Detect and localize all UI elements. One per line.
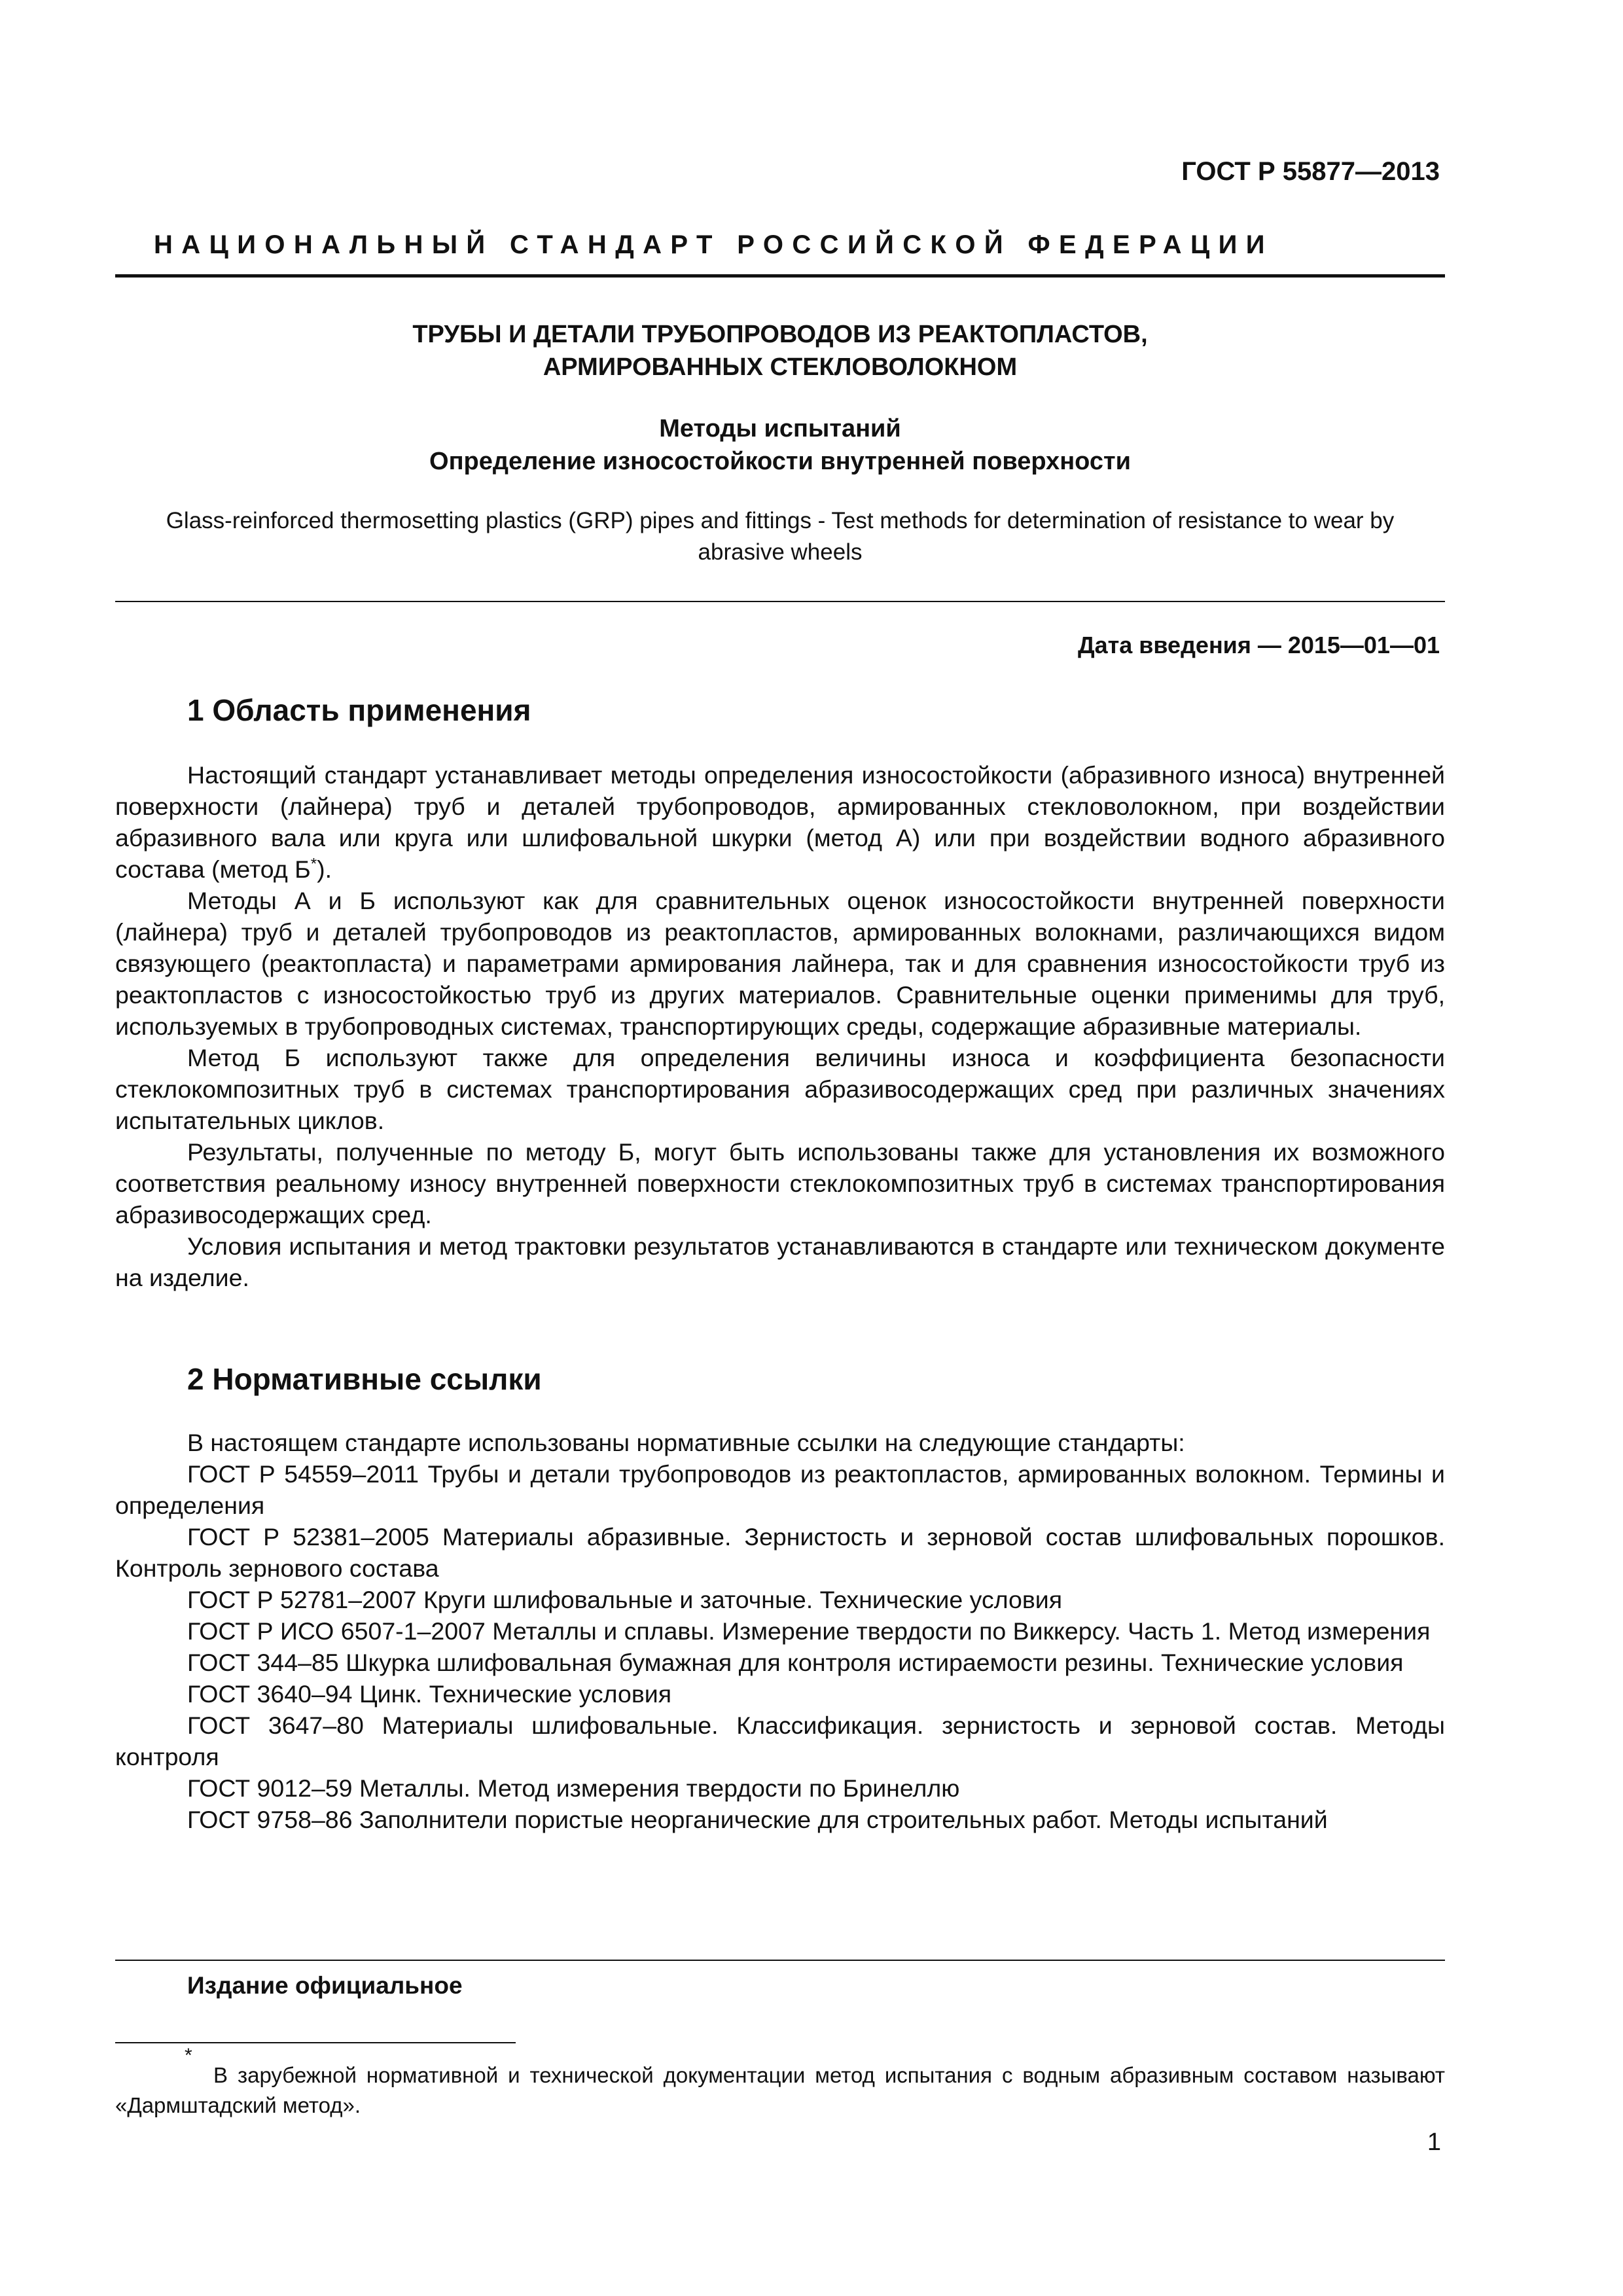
- national-standard-banner: НАЦИОНАЛЬНЫЙ СТАНДАРТ РОССИЙСКОЙ ФЕДЕРАЦИИ: [154, 230, 1274, 259]
- section-1-body: [115, 759, 1445, 1293]
- footnote-mark: *: [185, 2045, 192, 2066]
- official-edition-rule: [115, 1960, 1445, 1961]
- section-1-paragraph: Результаты, полученные по методу Б, могут быть использованы также для установления их возможного соответствия реальному износу внутренней поверхности стеклокомпозитных труб в системах транспортирования абразивосодержащих сред.: [115, 1138, 1445, 1229]
- introduction-date: Дата введения — 2015—01—01: [1077, 632, 1440, 658]
- header-rule: [115, 274, 1445, 278]
- title-line-1: ТРУБЫ И ДЕТАЛИ ТРУБОПРОВОДОВ ИЗ РЕАКТОПЛАСТОВ,: [412, 321, 1148, 348]
- title-line-2: АРМИРОВАННЫХ СТЕКЛОВОЛОКНОМ: [543, 353, 1018, 381]
- reference-item: ГОСТ 9012–59 Металлы. Метод измерения твердости по Бринеллю: [187, 1774, 960, 1802]
- footnote-text: В зарубежной нормативной и технической документации метод испытания с водным абразивным составом называют «Дармштадский метод».: [115, 2063, 1445, 2117]
- section-1-paragraph: Метод Б используют также для определения величины износа и коэффициента безопасности стеклокомпозитных труб в системах транспортирования абразивосодержащих сред при различных значениях испытательных циклов.: [115, 1044, 1445, 1134]
- english-title: Glass-reinforced thermosetting plastics (GRP) pipes and fittings - Test methods for determination of resistance to wear by abrasive wheels: [166, 508, 1395, 565]
- section-1-paragraph: Настоящий стандарт устанавливает методы определения износостойкости (абразивного износа) внутренней поверхности (лайнера) труб и деталей трубопроводов, армированных стекловолокном, при воздействии абразивного вала или круга или шлифовальной шкурки (метод А) или при воздействии водного абразивного состава (метод Б*).: [115, 761, 1445, 883]
- footnote: [115, 2060, 1445, 2121]
- subtitle-line-2: Определение износостойкости внутренней поверхности: [429, 448, 1131, 475]
- section-2-body: [115, 1427, 1445, 1835]
- title-rule: [115, 601, 1445, 602]
- document-subtitle: [115, 412, 1445, 478]
- section-1-heading: 1 Область применения: [187, 693, 531, 727]
- reference-item: ГОСТ 3647–80 Материалы шлифовальные. Классификация. зернистость и зерновой состав. Методы контроля: [115, 1712, 1445, 1770]
- reference-item: ГОСТ 3640–94 Цинк. Технические условия: [187, 1680, 672, 1708]
- section-2-intro: В настоящем стандарте использованы нормативные ссылки на следующие стандарты:: [187, 1429, 1185, 1456]
- reference-item: ГОСТ 344–85 Шкурка шлифовальная бумажная для контроля истираемости резины. Технические условия: [187, 1649, 1404, 1676]
- footnote-ref-mark: *: [310, 855, 317, 873]
- official-edition-label: Издание официальное: [187, 1972, 463, 1999]
- reference-item: ГОСТ Р 54559–2011 Трубы и детали трубопроводов из реактопластов, армированных волокном. Термины и определения: [115, 1460, 1445, 1519]
- section-1-paragraph: Условия испытания и метод трактовки результатов устанавливаются в стандарте или техническом документе на изделие.: [115, 1232, 1445, 1291]
- subtitle-line-1: Методы испытаний: [659, 415, 901, 442]
- page-number: 1: [1427, 2128, 1441, 2156]
- footnote-separator: [115, 2042, 516, 2043]
- reference-item: ГОСТ Р ИСО 6507-1–2007 Металлы и сплавы. Измерение твердости по Виккерсу. Часть 1. Метод измерения: [187, 1617, 1431, 1645]
- standard-number: ГОСТ Р 55877—2013: [1181, 157, 1440, 186]
- section-2-heading: 2 Нормативные ссылки: [187, 1362, 542, 1396]
- reference-item: ГОСТ 9758–86 Заполнители пористые неорганические для строительных работ. Методы испытаний: [187, 1806, 1328, 1833]
- reference-item: ГОСТ Р 52381–2005 Материалы абразивные. Зернистость и зерновой состав шлифовальных порошков. Контроль зернового состава: [115, 1523, 1445, 1582]
- document-title: [115, 318, 1445, 384]
- reference-item: ГОСТ Р 52781–2007 Круги шлифовальные и заточные. Технические условия: [187, 1586, 1063, 1613]
- section-1-paragraph: Методы А и Б используют как для сравнительных оценок износостойкости внутренней поверхности (лайнера) труб и деталей трубопроводов из реактопластов, армированных волокнами, различающихся видом связующего (реактопласта) и параметрами армирования лайнера, так и для сравнения износостойкости труб из реактопластов с износостойкостью труб из других материалов. Сравнительные оценки применимы для труб, используемых в трубопроводных системах, транспортирующих среды, содержащие абразивные материалы.: [115, 887, 1445, 1040]
